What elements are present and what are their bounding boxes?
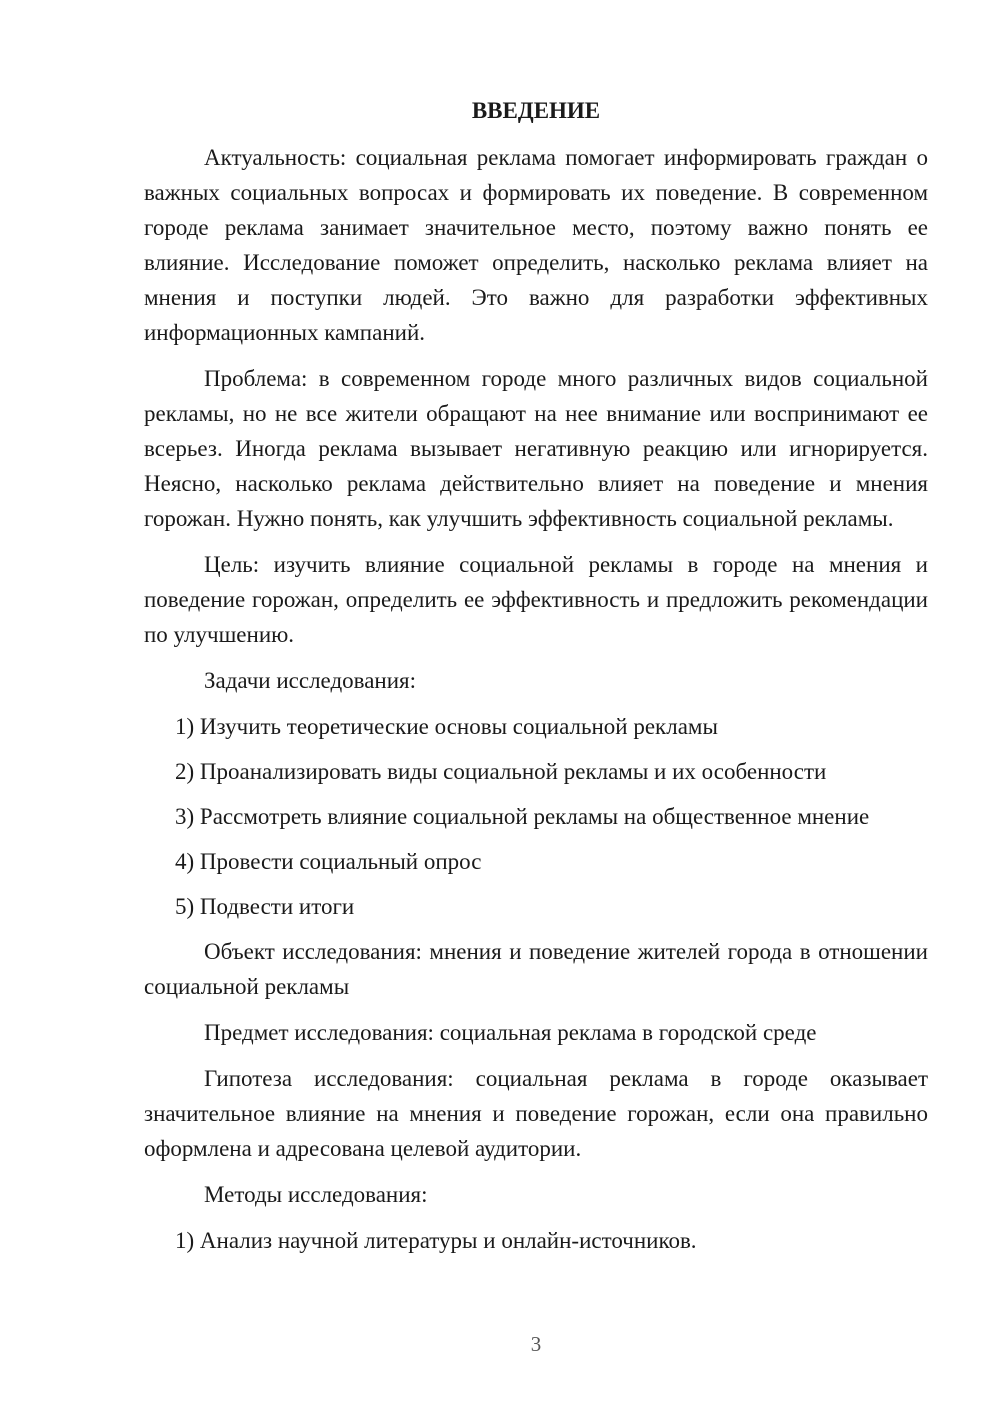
problem-paragraph: Проблема: в современном городе много различных видов социальной рекламы, но не все жители обращают на нее внимание или воспринимают ее всерьез. Иногда реклама вызывает негативную реакцию или игнорируется. Неясно, насколько реклама действительно влияет на поведение и мнения горожан. Нужно понять, как улучшить эффективность социальной рекламы. [144, 366, 928, 531]
tasks-heading: Задачи исследования: [204, 668, 417, 693]
task-item: 1) Изучить теоретические основы социальной рекламы [175, 714, 718, 739]
task-item: 4) Провести социальный опрос [175, 849, 482, 874]
task-item: 5) Подвести итоги [175, 894, 355, 919]
page-content [144, 96, 928, 1268]
hypothesis-paragraph: Гипотеза исследования: социальная реклама в городе оказывает значительное влияние на мнения и поведение горожан, если она правильно оформлена и адресована целевой аудитории. [144, 1066, 928, 1161]
methods-list [144, 1223, 928, 1258]
page-title: ВВЕДЕНИЕ [471, 98, 601, 123]
task-item: 3) Рассмотреть влияние социальной рекламы на общественное мнение [175, 804, 870, 829]
task-item: 2) Проанализировать виды социальной рекламы и их особенности [175, 759, 827, 784]
subject-paragraph: Предмет исследования: социальная реклама в городской среде [204, 1020, 817, 1045]
method-item: 1) Анализ научной литературы и онлайн-источников. [175, 1228, 697, 1253]
relevance-paragraph: Актуальность: социальная реклама помогает информировать граждан о важных социальных вопросах и формировать их поведение. В современном городе реклама занимает значительное место, поэтому важно понять ее влияние. Исследование поможет определить, насколько реклама влияет на мнения и поступки людей. Это важно для разработки эффективных информационных кампаний. [144, 145, 928, 345]
tasks-list [144, 709, 928, 924]
goal-paragraph: Цель: изучить влияние социальной рекламы в городе на мнения и поведение горожан, определить ее эффективность и предложить рекомендации по улучшению. [144, 552, 928, 647]
object-paragraph: Объект исследования: мнения и поведение жителей города в отношении социальной рекламы [144, 939, 928, 999]
page-number: 3 [530, 1332, 542, 1356]
methods-heading: Методы исследования: [204, 1182, 428, 1207]
